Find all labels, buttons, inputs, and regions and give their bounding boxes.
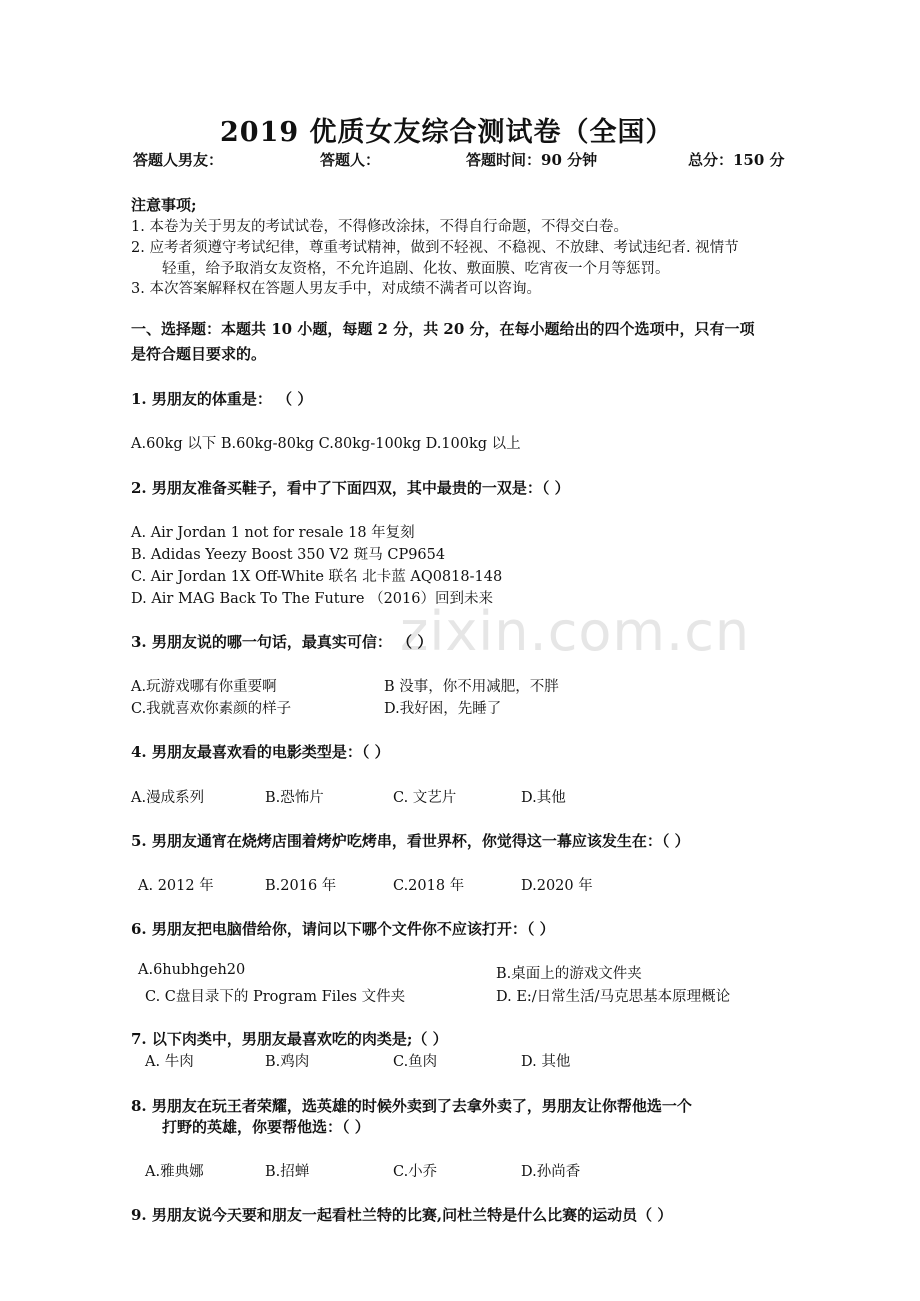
question-4: 4. 男朋友最喜欢看的电影类型是：（ ） — [131, 743, 390, 761]
watermark: zixin.com.cn — [400, 600, 751, 663]
page-title: 2019 优质女友综合测试卷（全国） — [220, 117, 674, 148]
question-8-cont: 打野的英雄，你要帮他选：（ ） — [162, 1118, 370, 1136]
question-4-option-a: A.漫成系列 — [131, 790, 205, 806]
question-7-option-c: C.鱼肉 — [393, 1054, 438, 1070]
question-2-option-d: D. Air MAG Back To The Future （2016）回到未来 — [131, 591, 493, 607]
question-3-option-b: B 没事，你不用减肥，不胖 — [384, 679, 559, 695]
notes-heading: 注意事项; — [131, 196, 197, 214]
question-8-option-c: C.小乔 — [393, 1164, 438, 1180]
question-6-option-c: C. C盘目录下的 Program Files 文件夹 — [145, 989, 406, 1005]
question-9: 9. 男朋友说今天要和朋友一起看杜兰特的比赛,问杜兰特是什么比赛的运动员（ ） — [131, 1206, 673, 1224]
notes-item-2-cont: 轻重，给予取消女友资格，不允许追剧、化妆、敷面膜、吃宵夜一个月等惩罚。 — [162, 261, 670, 277]
question-6: 6. 男朋友把电脑借给你，请问以下哪个文件你不应该打开：（ ） — [131, 920, 555, 938]
question-2-option-c: C. Air Jordan 1X Off-White 联名 北卡蓝 AQ0818-148 — [131, 569, 503, 585]
question-7-option-b: B.鸡肉 — [265, 1054, 310, 1070]
question-5-option-b: B.2016 年 — [265, 878, 337, 894]
question-5-option-d: D.2020 年 — [521, 878, 593, 894]
header-respondent-label: 答题人： — [320, 151, 381, 169]
question-4-option-d: D.其他 — [521, 790, 566, 806]
question-3-option-d: D.我好困，先睡了 — [384, 701, 502, 717]
question-8-option-b: B.招蝉 — [265, 1164, 310, 1180]
question-1: 1. 男朋友的体重是： （ ） — [131, 390, 313, 408]
question-7-option-a: A. 牛肉 — [145, 1054, 194, 1070]
question-3: 3. 男朋友说的哪一句话，最真实可信： （ ） — [131, 633, 433, 651]
header-total: 总分：150 分 — [688, 151, 785, 169]
question-6-option-d: D. E:/日常生活/马克思基本原理概论 — [496, 989, 731, 1005]
question-3-option-a: A.玩游戏哪有你重要啊 — [131, 679, 277, 695]
notes-item-2: 2. 应考者须遵守考试纪律，尊重考试精神，做到不轻视、不稳视、不放肆、考试违纪者. 视情节 — [131, 240, 739, 256]
question-8: 8. 男朋友在玩王者荣耀，选英雄的时候外卖到了去拿外卖了，男朋友让你帮他选一个 — [131, 1097, 692, 1115]
question-5-option-c: C.2018 年 — [393, 878, 465, 894]
question-2: 2. 男朋友准备买鞋子，看中了下面四双，其中最贵的一双是：（ ） — [131, 479, 570, 497]
question-7-option-d: D. 其他 — [521, 1054, 571, 1070]
question-2-option-b: B. Adidas Yeezy Boost 350 V2 斑马 CP9654 — [131, 547, 446, 563]
section-heading-cont: 是符合题目要求的。 — [131, 345, 267, 363]
question-1-options: A.60kg 以下 B.60kg-80kg C.80kg-100kg D.100kg 以上 — [131, 436, 521, 452]
question-8-option-a: A.雅典娜 — [145, 1164, 204, 1180]
question-4-option-c: C. 文艺片 — [393, 790, 457, 806]
header-time: 答题时间：90 分钟 — [466, 151, 598, 169]
question-8-option-d: D.孙尚香 — [521, 1164, 581, 1180]
notes-item-1: 1. 本卷为关于男友的考试试卷，不得修改涂抹，不得自行命题，不得交白卷。 — [131, 219, 628, 235]
question-7: 7. 以下肉类中，男朋友最喜欢吃的肉类是;（ ） — [131, 1030, 448, 1048]
notes-item-3: 3. 本次答案解释权在答题人男友手中，对成绩不满者可以咨询。 — [131, 281, 541, 297]
question-3-option-c: C.我就喜欢你素颜的样子 — [131, 701, 292, 717]
question-6-option-b: B.桌面上的游戏文件夹 — [496, 966, 642, 982]
question-5: 5. 男朋友通宵在烧烤店围着烤炉吃烤串，看世界杯，你觉得这一幕应该发生在：（ ） — [131, 832, 690, 850]
section-heading: 一、选择题：本题共 10 小题，每题 2 分，共 20 分，在每小题给出的四个选项中，只有一项 — [131, 320, 755, 338]
question-2-option-a: A. Air Jordan 1 not for resale 18 年复刻 — [131, 525, 415, 541]
header-boyfriend-label: 答题人男友： — [133, 151, 224, 169]
question-5-option-a: A. 2012 年 — [138, 878, 214, 894]
question-6-option-a: A.6hubhgeh20 — [138, 962, 246, 978]
question-4-option-b: B.恐怖片 — [265, 790, 324, 806]
